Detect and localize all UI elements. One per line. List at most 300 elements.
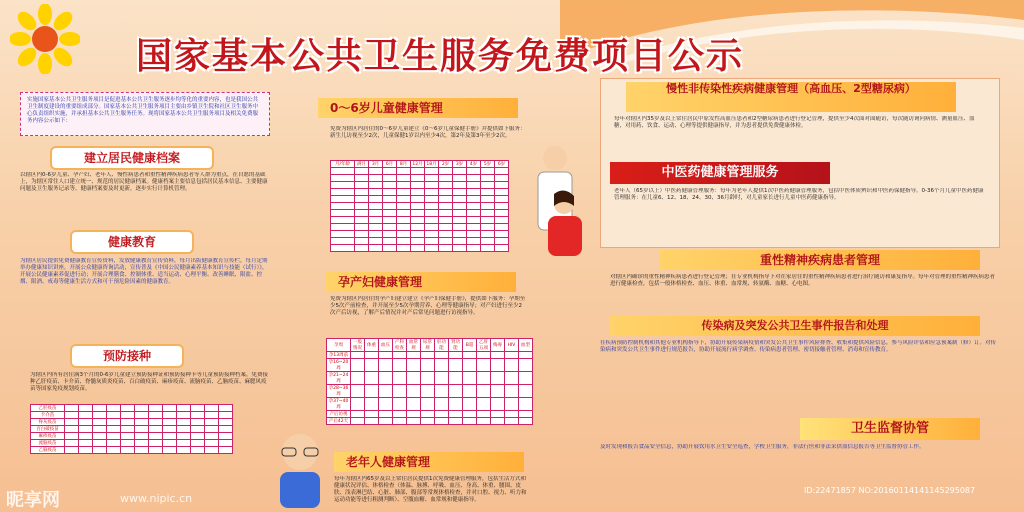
table-cell [93,433,107,440]
table-row [327,352,533,359]
table-cell [397,231,411,238]
table-cell [93,426,107,433]
table-cell [331,224,355,231]
table-cell [421,385,435,398]
table-cell [163,419,177,426]
table-cell [191,433,205,440]
table-cell [65,419,79,426]
table-cell [425,168,439,175]
table-cell [495,224,509,231]
table-cell [439,175,453,182]
table-cell [331,238,355,245]
table-cell [177,426,191,433]
table-cell [453,189,467,196]
table-cell [383,189,397,196]
table-row [331,189,509,196]
table-cell [65,447,79,454]
table-cell [107,405,121,412]
table-header-cell: 6月 [383,161,397,168]
table-row [327,398,533,411]
table-cell [149,440,163,447]
table-cell [383,203,397,210]
mother-figure-icon [540,190,600,260]
table-cell [491,385,505,398]
table-cell [205,447,219,454]
table-cell [121,412,135,419]
table-cell [369,196,383,203]
table-cell [449,411,463,418]
table-row [331,196,509,203]
table-cell [355,231,369,238]
table-cell [425,175,439,182]
table-cell [467,189,481,196]
table-cell [369,189,383,196]
table-cell [453,175,467,182]
table-cell [205,412,219,419]
table-row [327,385,533,398]
table-cell [435,352,449,359]
vaccination-text: 为辖区内所有居住满3个月的0-6岁儿童建立预防接种证和预防接种卡等儿童预防接种档案。免费接种乙肝疫苗、卡介苗、脊髓灰质炎疫苗、百白破疫苗、麻疹疫苗、流脑疫苗、乙脑疫苗、麻腮风疫苗等国家免疫规划疫苗。 [30,372,268,392]
table-cell [467,231,481,238]
table-cell [163,405,177,412]
table-row [331,175,509,182]
table-cell [355,168,369,175]
table-row [331,182,509,189]
table-cell [107,433,121,440]
table-cell [65,426,79,433]
table-cell [379,352,393,359]
table-cell [425,231,439,238]
table-cell [351,372,365,385]
infectious-disease-text: 在疾病预防控制机构和其他专业机构指导下，协助开展传染病疫情和突发公共卫生事件风险排查、收集和提供风险信息，参与风险评估和应急预案制（修）订。对传染病和突发公共卫生事件进行规范报告，协助开展流行病学调查、传染病患者管理、密切接触者管理、消毒和宣传教育。 [600,340,997,353]
table-row [331,210,509,217]
table-cell [365,352,379,359]
table-header-cell: 6岁 [495,161,509,168]
table-cell [407,359,421,372]
table-cell [425,203,439,210]
table-row-label: 孕37~40周 [327,398,351,411]
table-cell [467,210,481,217]
health-records-title: 建立居民健康档案 [52,148,212,168]
table-cell [495,217,509,224]
table-cell [365,398,379,411]
table-cell [135,447,149,454]
table-cell [379,411,393,418]
mental-health-title: 重性精神疾病患者管理 [660,250,980,270]
table-cell [393,359,407,372]
table-cell [365,411,379,418]
table-cell [481,224,495,231]
table-row-label: 百白破疫苗 [31,426,65,433]
table-cell [369,203,383,210]
table-row [327,418,533,425]
table-cell [79,405,93,412]
table-cell [467,245,481,252]
table-cell [481,210,495,217]
table-cell [495,196,509,203]
table-cell [369,168,383,175]
table-cell [519,398,533,411]
table-cell [505,411,519,418]
table-row [331,231,509,238]
table-cell [463,411,477,418]
watermark-logo: 昵享网 [6,490,60,511]
table-cell [491,372,505,385]
table-cell [435,359,449,372]
table-cell [407,352,421,359]
tcm-title: 中医药健康管理服务 [610,162,830,184]
table-cell [219,440,233,447]
table-cell [425,238,439,245]
table-cell [407,372,421,385]
table-cell [411,175,425,182]
table-cell [121,440,135,447]
table-cell [205,426,219,433]
table-cell [65,433,79,440]
table-row [31,405,233,412]
table-row [31,433,233,440]
table-cell [449,398,463,411]
table-cell [397,210,411,217]
table-cell [449,352,463,359]
table-row [327,411,533,418]
table-cell [491,398,505,411]
table-cell [177,433,191,440]
elderly-health-text: 每年为辖区内65岁及以上常住居民提供1次免费健康管理服务，包括生活方式和健康状况评估、体格检查（体温、脉搏、呼吸、血压、身高、体重、腰围、皮肤、浅表淋巴结、心脏、肺部、腹部等常规体格检查，并对口腔、视力、听力和运动功能等进行粗测判断）、空腹血糖、血常规和健康指导。 [334,476,527,503]
table-cell [219,419,233,426]
table-cell [205,405,219,412]
table-cell [369,238,383,245]
table-cell [355,217,369,224]
table-cell [439,196,453,203]
table-cell [435,418,449,425]
vaccine-table [30,404,233,454]
table-cell [495,245,509,252]
table-header-cell: HIV [505,339,519,352]
table-row [331,203,509,210]
table-cell [149,419,163,426]
table-cell [519,359,533,372]
table-header-cell: 18月 [426,162,437,167]
table-header-cell: 8月 [397,161,411,168]
table-cell [411,196,425,203]
infectious-disease-title: 传染病及突发公共卫生事件报告和处理 [610,316,980,336]
table-cell [449,418,463,425]
health-supervision-text: 及时发现和报告食品安全信息，协助开展饮用水卫生安全巡查，学校卫生服务，非法行医和非法采供血信息报告等卫生监督协管工作。 [600,444,925,450]
table-cell [107,412,121,419]
table-cell [93,447,107,454]
chronic-disease-text: 每年对辖区内35岁及以上常住居民中原发性高血压患者和2型糖尿病患者进行登记管理，提供至少4次面对面随访，每次随访询问病情、测量血压、血糖，对用药、饮食、运动、心理等提供健康指导，并为患者提供免费健康体检。 [614,116,975,129]
table-cell [355,175,369,182]
table-cell [383,224,397,231]
table-cell [351,418,365,425]
table-cell [177,419,191,426]
table-cell [93,405,107,412]
table-cell [425,189,439,196]
table-cell [439,189,453,196]
table-cell [331,231,355,238]
table-cell [135,440,149,447]
table-cell [519,385,533,398]
table-cell [467,217,481,224]
table-cell [463,398,477,411]
table-cell [481,196,495,203]
table-cell [453,238,467,245]
table-cell [425,217,439,224]
table-cell [205,433,219,440]
table-cell [477,372,491,385]
table-cell [351,352,365,359]
table-cell [163,433,177,440]
table-cell [393,411,407,418]
table-cell [351,385,365,398]
table-cell [519,372,533,385]
table-cell [411,189,425,196]
table-cell [421,372,435,385]
table-cell [439,182,453,189]
table-header-cell: 肝功能 [435,339,449,352]
table-cell [79,447,93,454]
table-row-label: 麻疹疫苗 [31,433,65,440]
table-cell [421,359,435,372]
table-cell [65,405,79,412]
table-cell [491,352,505,359]
table-cell [463,352,477,359]
table-row [331,217,509,224]
table-cell [481,217,495,224]
table-cell [453,231,467,238]
watermark-id: ID:22471857 NO:20160114141145295087 [804,486,976,495]
table-cell [435,372,449,385]
table-cell [383,182,397,189]
table-row [31,412,233,419]
elderly-figure-icon [270,430,330,510]
table-cell [331,203,355,210]
table-cell [397,203,411,210]
watermark-url: www.nipic.cn [120,492,193,505]
table-cell [439,224,453,231]
table-cell [369,210,383,217]
table-header-cell: 5岁 [481,161,495,168]
table-cell [505,418,519,425]
table-row [327,372,533,385]
table-cell [331,182,355,189]
vaccination-title: 预防接种 [72,346,182,366]
table-cell [355,210,369,217]
table-cell [453,182,467,189]
table-row [331,238,509,245]
table-cell [397,189,411,196]
table-header-cell: 满月 [355,161,369,168]
maternal-schedule-table [326,338,533,425]
table-cell [421,398,435,411]
table-cell [449,359,463,372]
table-cell [481,182,495,189]
table-cell [411,203,425,210]
table-cell [135,433,149,440]
table-row [31,419,233,426]
table-cell [219,447,233,454]
table-cell [449,372,463,385]
table-header-cell: 乙肝五项 [477,339,491,352]
table-cell [439,210,453,217]
table-row-label: 产后访视 [327,411,351,418]
table-cell [351,359,365,372]
table-cell [369,217,383,224]
table-cell [205,440,219,447]
table-cell [495,182,509,189]
table-cell [463,385,477,398]
table-cell [439,231,453,238]
table-cell [383,238,397,245]
table-cell [177,405,191,412]
table-cell [79,426,93,433]
table-cell [411,224,425,231]
table-cell [365,359,379,372]
table-row-label: 乙肝疫苗 [31,405,65,412]
table-cell [477,359,491,372]
table-cell [519,418,533,425]
table-cell [149,412,163,419]
table-row-label: 孕16~20周 [327,359,351,372]
table-cell [411,238,425,245]
table-cell [107,447,121,454]
table-cell [149,426,163,433]
table-cell [467,175,481,182]
table-cell [505,385,519,398]
table-cell [425,210,439,217]
table-cell [379,418,393,425]
table-cell [481,168,495,175]
table-header-cell: 肾功能 [449,339,463,352]
table-header-cell: 3月 [369,161,383,168]
table-cell [93,412,107,419]
table-cell [355,224,369,231]
table-cell [463,418,477,425]
table-cell [219,405,233,412]
table-cell [379,359,393,372]
sunflower-icon [10,4,80,74]
table-cell [383,231,397,238]
table-cell [411,182,425,189]
table-cell [425,196,439,203]
table-cell [467,182,481,189]
table-cell [505,352,519,359]
table-cell [355,196,369,203]
table-header-cell: 2岁 [439,161,453,168]
table-cell [379,398,393,411]
table-cell [411,168,425,175]
table-row [331,245,509,252]
table-row-label: 孕28~36周 [327,385,351,398]
table-cell [439,245,453,252]
table-header-cell: 一般情况 [351,339,365,352]
table-row-label: 脊灰疫苗 [31,419,65,426]
table-cell [331,196,355,203]
table-cell [331,168,355,175]
table-cell [331,245,355,252]
table-row [331,224,509,231]
table-cell [477,398,491,411]
table-cell [467,224,481,231]
table-cell [491,411,505,418]
table-cell [219,433,233,440]
table-cell [397,196,411,203]
table-cell [351,411,365,418]
table-cell [191,419,205,426]
table-cell [495,210,509,217]
chronic-disease-title: 慢性非传染性疾病健康管理（高血压、2型糖尿病） [626,82,956,112]
table-cell [407,411,421,418]
table-cell [369,245,383,252]
table-header-cell: B超 [463,339,477,352]
table-cell [453,196,467,203]
table-cell [355,203,369,210]
table-cell [439,217,453,224]
table-cell [79,419,93,426]
table-row [327,359,533,372]
table-row [31,440,233,447]
table-cell [379,385,393,398]
table-cell [177,447,191,454]
table-cell [365,385,379,398]
table-cell [453,224,467,231]
table-cell [383,196,397,203]
table-cell [93,419,107,426]
table-cell [79,433,93,440]
table-row [31,426,233,433]
table-cell [121,426,135,433]
table-cell [477,411,491,418]
table-header-cell: 血压 [379,339,393,352]
table-cell [397,168,411,175]
table-row [31,447,233,454]
table-cell [79,412,93,419]
table-cell [65,412,79,419]
table-cell [369,175,383,182]
table-cell [411,210,425,217]
table-cell [205,419,219,426]
table-cell [393,418,407,425]
table-cell [369,224,383,231]
page-title: 国家基本公共卫生服务免费项目公示 [136,36,745,77]
table-cell [191,426,205,433]
table-cell [79,440,93,447]
table-header-cell: 血常规 [407,339,421,352]
table-cell [219,426,233,433]
table-row-label: 孕21~24周 [327,372,351,385]
table-cell [495,203,509,210]
table-cell [355,182,369,189]
table-cell [107,426,121,433]
table-header-cell: 体重 [365,339,379,352]
table-cell [369,182,383,189]
table-cell [407,398,421,411]
table-cell [369,231,383,238]
table-cell [505,359,519,372]
mental-health-text: 对辖区内确诊的重性精神疾病患者进行登记管理；在专业机构指导下对在家居住的重性精神疾病患者进行治疗随访和康复指导。每年对管理的重性精神疾病患者进行健康检查，包括一般体格检查、血压、体重、血常规、转氨酶、血糖、心电图。 [610,274,996,287]
table-cell [495,175,509,182]
table-cell [453,168,467,175]
table-cell [191,447,205,454]
table-cell [481,175,495,182]
table-cell [121,419,135,426]
table-cell [393,398,407,411]
health-education-title: 健康教育 [72,232,192,252]
table-cell [331,189,355,196]
table-cell [135,412,149,419]
table-cell [481,203,495,210]
